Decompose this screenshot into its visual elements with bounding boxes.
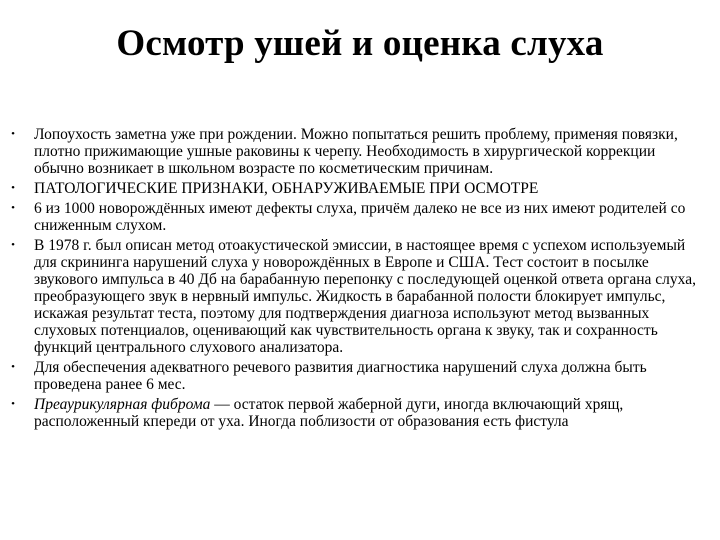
bullet-dot-icon: • bbox=[11, 202, 15, 214]
slide-title: Осмотр ушей и оценка слуха bbox=[116, 23, 604, 64]
bullet-item bbox=[0, 180, 720, 197]
bullet-item bbox=[0, 237, 720, 356]
bullet-dot-icon: • bbox=[11, 182, 15, 194]
bullet-italic-term: Преаурикулярная фиброма bbox=[34, 396, 211, 413]
bullet-item bbox=[0, 396, 720, 430]
bullet-text: ПАТОЛОГИЧЕСКИЕ ПРИЗНАКИ, ОБНАРУЖИВАЕМЫЕ ПРИ ОСМОТРЕ bbox=[34, 180, 539, 197]
bullet-dot-icon: • bbox=[11, 239, 15, 251]
bullet-text: В 1978 г. был описан метод отоакустической эмиссии, в настоящее время с успехом используемый для скрининга нарушений слуха у новорождённых в Европе и США. Тест состоит в посылке звукового импульса в 40 Дб на барабанную перепонку с последующей оценкой ответа органа слуха, преобразующего звук в нервный импульс. Жидкость в барабанной полости блокирует импульс, искажая результат теста, поэтому для подтверждения диагноза используют метод вызванных слуховых потенциалов, оценивающий как чувствительность органа к звуку, так и сохранность функций центрального слухового анализатора. bbox=[34, 237, 696, 356]
bullet-text: Для обеспечения адекватного речевого развития диагностика нарушений слуха должна быть проведена ранее 6 мес. bbox=[34, 359, 647, 393]
bullet-text: Лопоухость заметна уже при рождении. Можно попытаться решить проблему, применяя повязки, плотно прижимающие ушные раковины к черепу. Необходимость в хирургической коррекции обычно возникает в школьном возрасте по косметическим причинам. bbox=[34, 126, 678, 177]
bullet-dot-icon: • bbox=[11, 398, 15, 410]
bullet-text: — остаток первой жаберной дуги, иногда включающий хрящ, расположенный кпереди от уха. Иногда поблизости от образования есть фистула bbox=[34, 396, 624, 430]
bullet-item bbox=[0, 200, 720, 234]
bullet-list bbox=[0, 126, 720, 433]
bullet-text: 6 из 1000 новорождённых имеют дефекты слуха, причём далеко не все из них имеют родителей со сниженным слухом. bbox=[34, 200, 686, 234]
bullet-item bbox=[0, 126, 720, 177]
bullet-dot-icon: • bbox=[11, 361, 15, 373]
bullet-dot-icon: • bbox=[11, 128, 15, 140]
bullet-item bbox=[0, 359, 720, 393]
